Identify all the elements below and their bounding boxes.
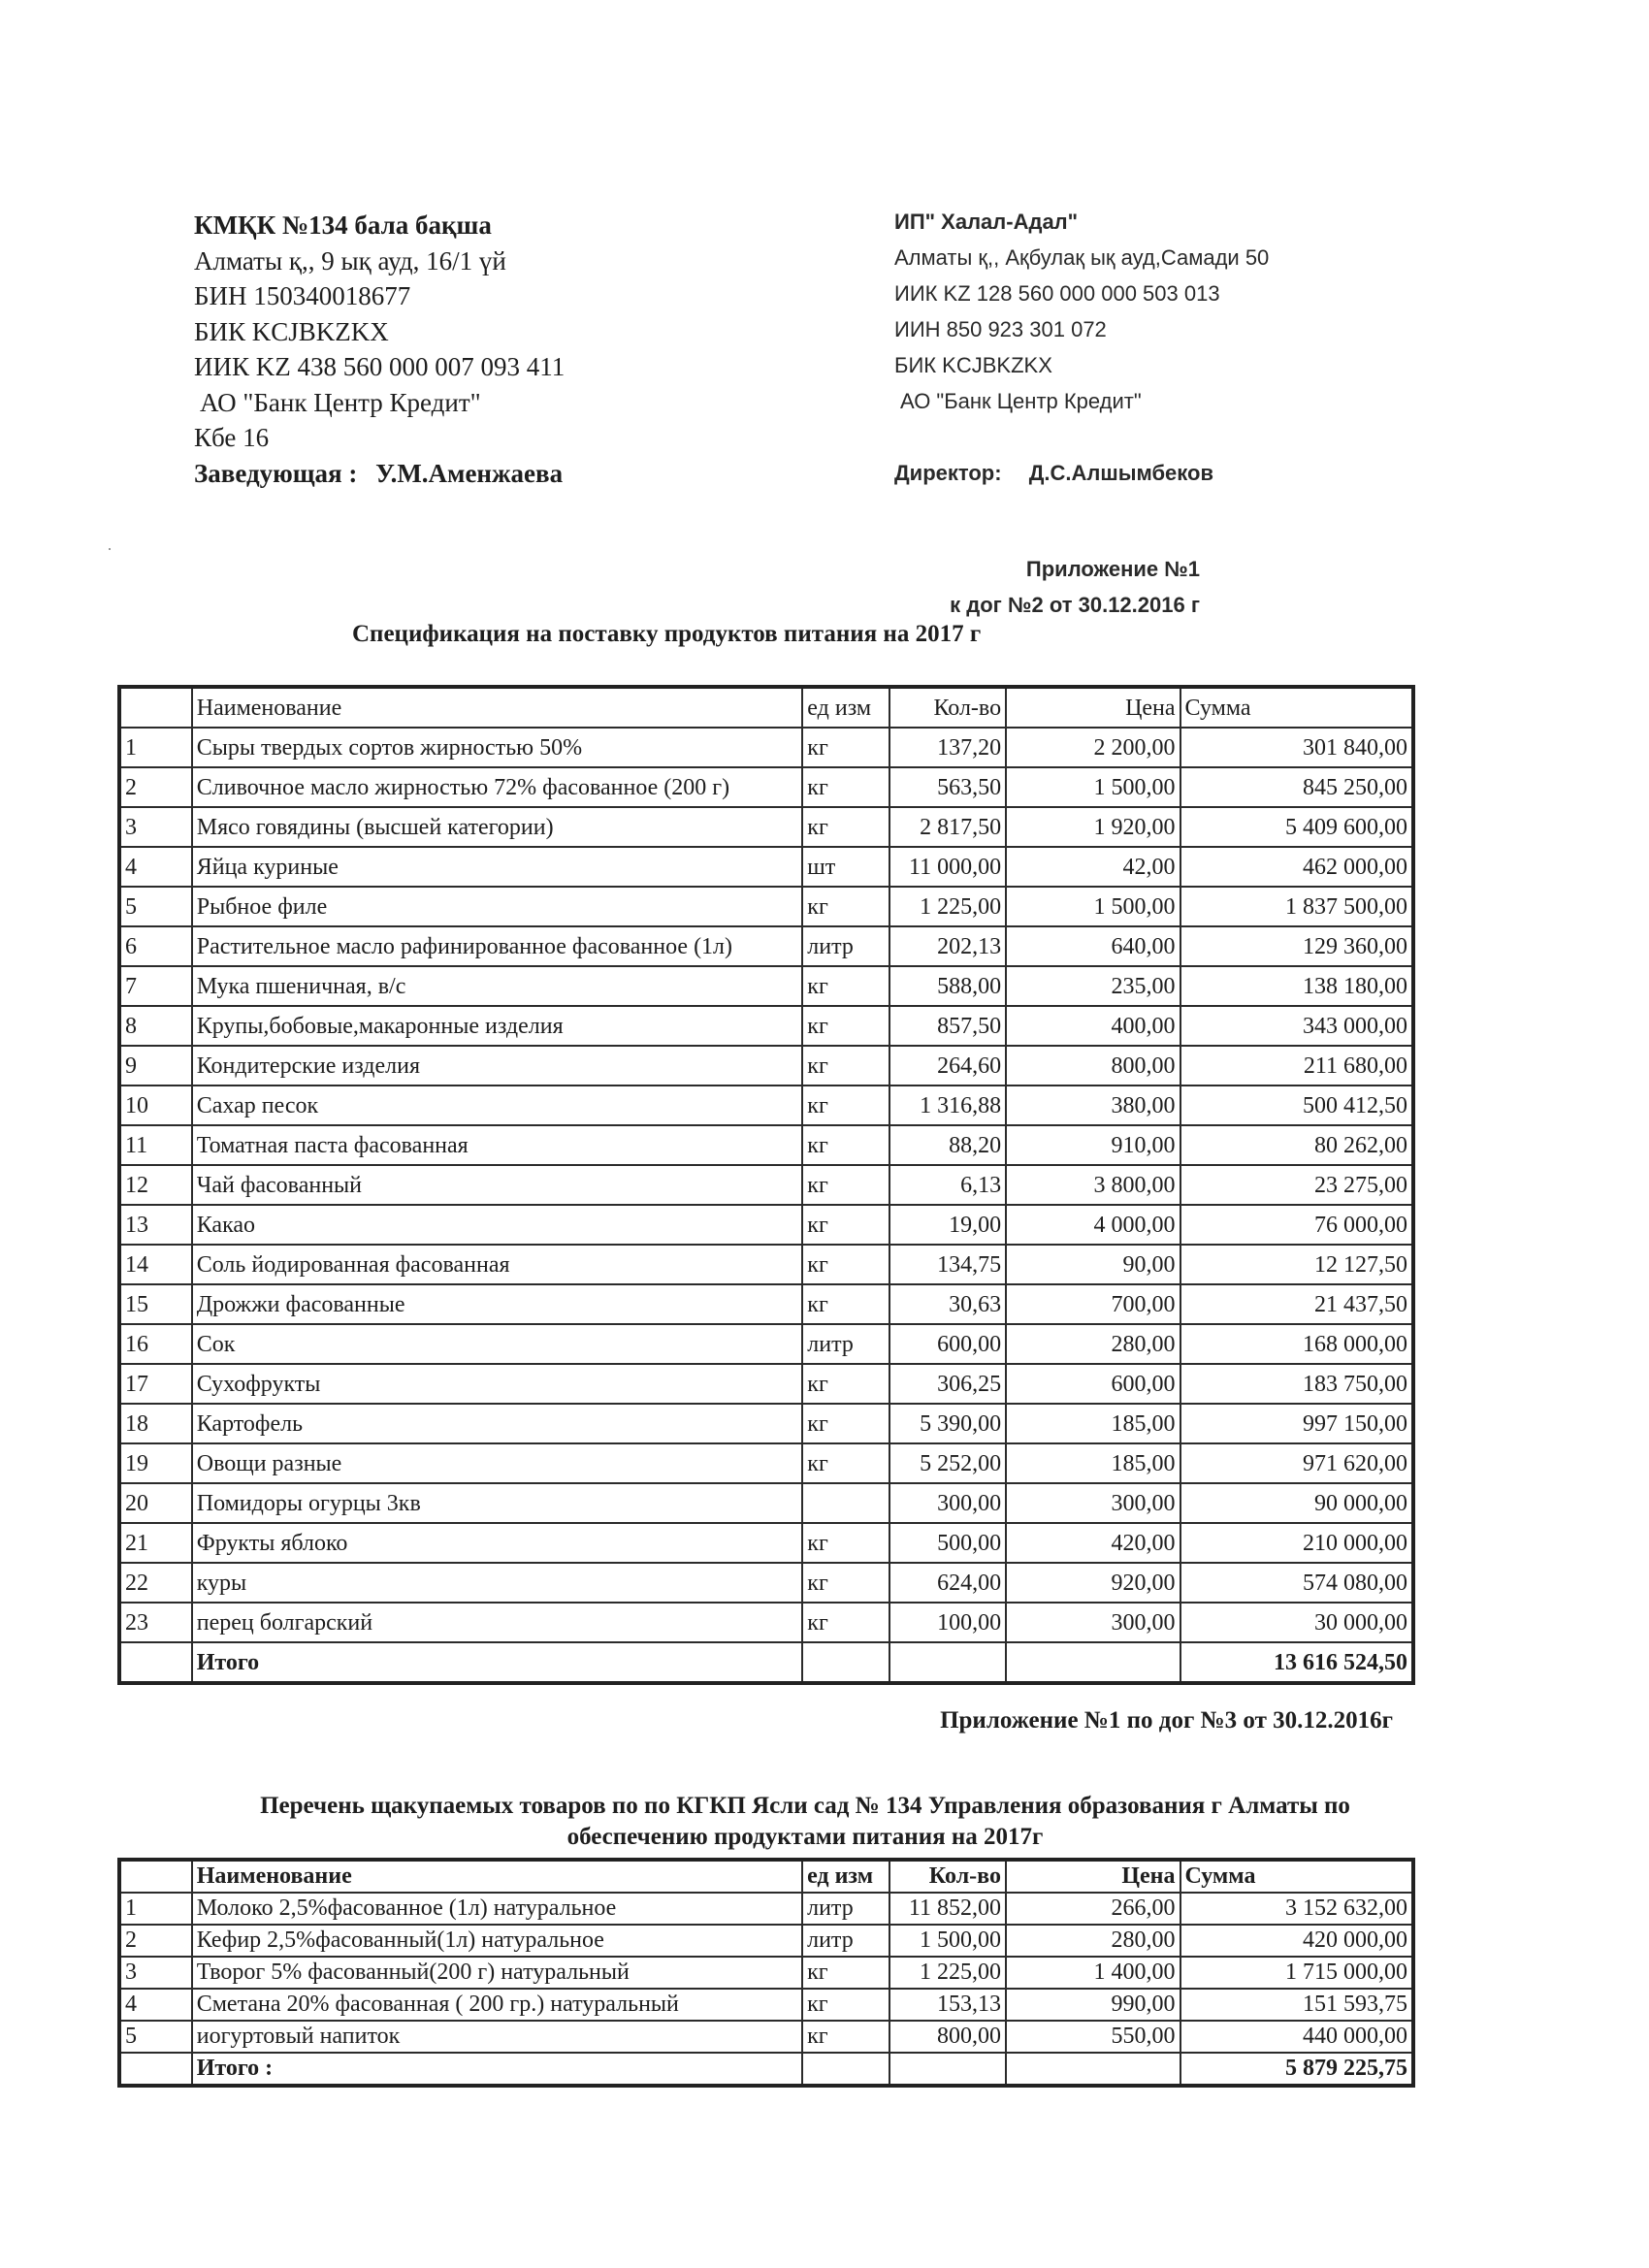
table-header-row <box>119 1860 1413 1893</box>
cell-num: 3 <box>119 1957 192 1989</box>
cell-sum: 80 262,00 <box>1180 1125 1413 1165</box>
supplier-iik: ИИК KZ 128 560 000 000 503 013 <box>894 281 1220 306</box>
cell-sum: 971 620,00 <box>1180 1443 1413 1483</box>
cell-qty: 5 390,00 <box>889 1404 1006 1443</box>
table-row <box>119 1483 1413 1523</box>
table-row <box>119 2021 1413 2053</box>
table-row <box>119 1404 1413 1443</box>
table-row <box>119 1125 1413 1165</box>
cell-price: 42,00 <box>1006 847 1180 887</box>
header-sum: Сумма <box>1180 1860 1414 1893</box>
cell-price: 300,00 <box>1006 1483 1180 1523</box>
supplier-address: Алматы қ,, Ақбулақ ық ауд,Самади 50 <box>894 245 1270 270</box>
cell-unit: кг <box>802 728 889 767</box>
table-row <box>119 1046 1413 1085</box>
table-row <box>119 1245 1413 1284</box>
table-row <box>119 1603 1413 1642</box>
table-row <box>119 1957 1413 1989</box>
cell-unit: кг <box>802 1284 889 1324</box>
table-header-row <box>119 687 1413 728</box>
table-row <box>119 1205 1413 1245</box>
table-row <box>119 1563 1413 1603</box>
cell-unit: кг <box>802 1443 889 1483</box>
table-row <box>119 767 1413 807</box>
cell-unit: литр <box>802 1324 889 1364</box>
cell-num: 5 <box>119 887 192 926</box>
cell-sum: 440 000,00 <box>1180 2021 1414 2053</box>
customer-bank: АО "Банк Центр Кредит" <box>200 387 481 417</box>
customer-bik: БИК KCJBKZKX <box>194 316 389 346</box>
specification-title: Спецификация на поставку продуктов питания на 2017 г <box>352 621 982 647</box>
scan-speck <box>109 548 111 550</box>
cell-name: Творог 5% фасованный(200 г) натуральный <box>192 1957 802 1989</box>
cell-num: 3 <box>119 807 192 847</box>
table-row <box>119 1085 1413 1125</box>
cell-qty: 300,00 <box>889 1483 1006 1523</box>
specification-table <box>117 685 1415 1685</box>
cell-num: 1 <box>119 1893 192 1925</box>
supplier-signatory <box>894 455 1269 491</box>
supplier-iin: ИИН 850 923 301 072 <box>894 317 1107 341</box>
table-row <box>119 1324 1413 1364</box>
cell-num: 11 <box>119 1125 192 1165</box>
cell-num: 1 <box>119 728 192 767</box>
cell-num: 2 <box>119 767 192 807</box>
header-name: Наименование <box>192 1860 802 1893</box>
table-row <box>119 966 1413 1006</box>
cell-name: Томатная паста фасованная <box>192 1125 803 1165</box>
table-row <box>119 1443 1413 1483</box>
header-price: Цена <box>1006 1860 1180 1893</box>
empty-cell <box>1006 1642 1180 1683</box>
table-row <box>119 807 1413 847</box>
cell-unit: литр <box>802 926 889 966</box>
cell-name: Кефир 2,5%фасованный(1л) натуральное <box>192 1925 802 1957</box>
cell-name: Мука пшеничная, в/с <box>192 966 803 1006</box>
cell-name: Рыбное филе <box>192 887 803 926</box>
table-row <box>119 1006 1413 1046</box>
cell-num: 21 <box>119 1523 192 1563</box>
cell-qty: 134,75 <box>889 1245 1006 1284</box>
header-num <box>119 687 192 728</box>
cell-unit: кг <box>802 1404 889 1443</box>
cell-qty: 306,25 <box>889 1364 1006 1404</box>
supplier-signatory-title: Директор: <box>894 461 1002 485</box>
cell-sum: 23 275,00 <box>1180 1165 1413 1205</box>
cell-unit: кг <box>802 1245 889 1284</box>
cell-qty: 19,00 <box>889 1205 1006 1245</box>
cell-sum: 211 680,00 <box>1180 1046 1413 1085</box>
cell-price: 550,00 <box>1006 2021 1180 2053</box>
cell-unit: кг <box>802 1085 889 1125</box>
total-row <box>119 1642 1413 1683</box>
table-row <box>119 1523 1413 1563</box>
cell-unit: кг <box>802 887 889 926</box>
cell-name: Чай фасованный <box>192 1165 803 1205</box>
total-sum: 5 879 225,75 <box>1180 2053 1414 2086</box>
cell-sum: 151 593,75 <box>1180 1989 1414 2021</box>
cell-name: Мясо говядины (высшей категории) <box>192 807 803 847</box>
cell-qty: 6,13 <box>889 1165 1006 1205</box>
cell-price: 4 000,00 <box>1006 1205 1180 1245</box>
customer-signatory <box>194 456 565 492</box>
cell-qty: 11 852,00 <box>889 1893 1006 1925</box>
cell-price: 1 920,00 <box>1006 807 1180 847</box>
table-row <box>119 1925 1413 1957</box>
cell-num: 17 <box>119 1364 192 1404</box>
table-row <box>119 1165 1413 1205</box>
cell-price: 2 200,00 <box>1006 728 1180 767</box>
cell-num: 7 <box>119 966 192 1006</box>
customer-requisites <box>194 208 565 491</box>
cell-qty: 600,00 <box>889 1324 1006 1364</box>
header-num <box>119 1860 192 1893</box>
cell-name: перец болгарский <box>192 1603 803 1642</box>
cell-num: 19 <box>119 1443 192 1483</box>
supplier-requisites <box>894 204 1269 491</box>
cell-unit: кг <box>802 1989 889 2021</box>
cell-unit: литр <box>802 1893 889 1925</box>
empty-cell <box>119 1642 192 1683</box>
annex1-heading <box>950 551 1200 623</box>
cell-num: 8 <box>119 1006 192 1046</box>
cell-qty: 264,60 <box>889 1046 1006 1085</box>
cell-num: 5 <box>119 2021 192 2053</box>
cell-num: 6 <box>119 926 192 966</box>
cell-sum: 5 409 600,00 <box>1180 807 1413 847</box>
cell-name: Какао <box>192 1205 803 1245</box>
cell-unit: кг <box>802 767 889 807</box>
cell-name: Помидоры огурцы 3кв <box>192 1483 803 1523</box>
cell-name: Сахар песок <box>192 1085 803 1125</box>
table-row <box>119 728 1413 767</box>
cell-qty: 857,50 <box>889 1006 1006 1046</box>
cell-name: Растительное масло рафинированное фасованное (1л) <box>192 926 803 966</box>
cell-price: 90,00 <box>1006 1245 1180 1284</box>
supplier-bik: БИК KCJBKZKX <box>894 353 1052 377</box>
customer-iik: ИИК KZ 438 560 000 007 093 411 <box>194 352 566 381</box>
cell-num: 4 <box>119 1989 192 2021</box>
cell-num: 2 <box>119 1925 192 1957</box>
supplier-bank: АО "Банк Центр Кредит" <box>900 389 1142 413</box>
cell-num: 16 <box>119 1324 192 1364</box>
cell-price: 400,00 <box>1006 1006 1180 1046</box>
cell-price: 280,00 <box>1006 1925 1180 1957</box>
customer-bin: БИН 150340018677 <box>194 281 411 310</box>
annex1-line1: Приложение №1 <box>1025 557 1200 581</box>
cell-num: 20 <box>119 1483 192 1523</box>
cell-sum: 168 000,00 <box>1180 1324 1413 1364</box>
cell-num: 10 <box>119 1085 192 1125</box>
cell-price: 640,00 <box>1006 926 1180 966</box>
cell-sum: 997 150,00 <box>1180 1404 1413 1443</box>
cell-num: 12 <box>119 1165 192 1205</box>
customer-address: Алматы қ,, 9 ық ауд, 16/1 үй <box>194 245 506 275</box>
cell-qty: 2 817,50 <box>889 807 1006 847</box>
cell-name: Молоко 2,5%фасованное (1л) натуральное <box>192 1893 802 1925</box>
cell-sum: 129 360,00 <box>1180 926 1413 966</box>
cell-qty: 1 500,00 <box>889 1925 1006 1957</box>
cell-num: 9 <box>119 1046 192 1085</box>
cell-sum: 21 437,50 <box>1180 1284 1413 1324</box>
spacer <box>894 419 1269 455</box>
cell-qty: 624,00 <box>889 1563 1006 1603</box>
cell-sum: 1 837 500,00 <box>1180 887 1413 926</box>
cell-num: 13 <box>119 1205 192 1245</box>
cell-unit: кг <box>802 966 889 1006</box>
table-row <box>119 926 1413 966</box>
cell-sum: 462 000,00 <box>1180 847 1413 887</box>
cell-qty: 1 225,00 <box>889 1957 1006 1989</box>
cell-name: Кондитерские изделия <box>192 1046 803 1085</box>
annex2-heading: Приложение №1 по дог №3 от 30.12.2016г <box>940 1707 1393 1733</box>
cell-name: Сыры твердых сортов жирностью 50% <box>192 728 803 767</box>
cell-price: 185,00 <box>1006 1404 1180 1443</box>
cell-sum: 183 750,00 <box>1180 1364 1413 1404</box>
cell-name: Дрожжи фасованные <box>192 1284 803 1324</box>
header-price: Цена <box>1006 687 1180 728</box>
cell-qty: 800,00 <box>889 2021 1006 2053</box>
purchase-list-table <box>117 1858 1415 2088</box>
cell-name: иогуртовый напиток <box>192 2021 802 2053</box>
annex1-line2: к дог №2 от 30.12.2016 г <box>950 593 1200 617</box>
cell-sum: 3 152 632,00 <box>1180 1893 1414 1925</box>
cell-unit: кг <box>802 1364 889 1404</box>
cell-num: 15 <box>119 1284 192 1324</box>
cell-unit: кг <box>802 1006 889 1046</box>
supplier-signatory-name: Д.С.Алшымбеков <box>1028 461 1213 485</box>
cell-sum: 90 000,00 <box>1180 1483 1413 1523</box>
cell-name: Крупы,бобовые,макаронные изделия <box>192 1006 803 1046</box>
cell-qty: 30,63 <box>889 1284 1006 1324</box>
cell-price: 420,00 <box>1006 1523 1180 1563</box>
cell-name: Сливочное масло жирностью 72% фасованное (200 г) <box>192 767 803 807</box>
cell-price: 3 800,00 <box>1006 1165 1180 1205</box>
cell-sum: 138 180,00 <box>1180 966 1413 1006</box>
customer-signatory-title: Заведующая : <box>194 458 358 488</box>
cell-qty: 137,20 <box>889 728 1006 767</box>
cell-unit: кг <box>802 1957 889 1989</box>
cell-qty: 500,00 <box>889 1523 1006 1563</box>
empty-cell <box>889 1642 1006 1683</box>
cell-sum: 30 000,00 <box>1180 1603 1413 1642</box>
cell-sum: 343 000,00 <box>1180 1006 1413 1046</box>
customer-signatory-name: У.М.Аменжаева <box>375 458 564 488</box>
total-label: Итого : <box>192 2053 802 2086</box>
cell-num: 18 <box>119 1404 192 1443</box>
cell-price: 266,00 <box>1006 1893 1180 1925</box>
empty-cell <box>1006 2053 1180 2086</box>
cell-qty: 88,20 <box>889 1125 1006 1165</box>
cell-sum: 12 127,50 <box>1180 1245 1413 1284</box>
cell-qty: 153,13 <box>889 1989 1006 2021</box>
cell-price: 1 500,00 <box>1006 887 1180 926</box>
cell-sum: 500 412,50 <box>1180 1085 1413 1125</box>
cell-sum: 845 250,00 <box>1180 767 1413 807</box>
table-row <box>119 1284 1413 1324</box>
purchase-list-title: Перечень щакупаемых товаров по по КГКП Ясли сад № 134 Управления образования г Алматы по обеспечению продуктами питания на 2017г <box>260 1793 1350 1850</box>
table-row <box>119 847 1413 887</box>
cell-qty: 202,13 <box>889 926 1006 966</box>
cell-unit: шт <box>802 847 889 887</box>
cell-price: 700,00 <box>1006 1284 1180 1324</box>
empty-cell <box>119 2053 192 2086</box>
cell-unit: кг <box>802 1165 889 1205</box>
customer-name: КМҚК №134 бала бақша <box>194 211 492 240</box>
cell-price: 800,00 <box>1006 1046 1180 1085</box>
cell-price: 920,00 <box>1006 1563 1180 1603</box>
total-row <box>119 2053 1413 2086</box>
cell-qty: 1 316,88 <box>889 1085 1006 1125</box>
total-sum: 13 616 524,50 <box>1180 1642 1413 1683</box>
cell-sum: 210 000,00 <box>1180 1523 1413 1563</box>
cell-unit: кг <box>802 1603 889 1642</box>
cell-price: 235,00 <box>1006 966 1180 1006</box>
supplier-name: ИП" Халал-Адал" <box>894 210 1079 234</box>
header-qty: Кол-во <box>889 687 1006 728</box>
empty-cell <box>889 2053 1006 2086</box>
cell-unit: кг <box>802 1125 889 1165</box>
header-name: Наименование <box>192 687 803 728</box>
cell-unit <box>802 1483 889 1523</box>
cell-unit: кг <box>802 2021 889 2053</box>
total-label: Итого <box>192 1642 803 1683</box>
empty-cell <box>802 2053 889 2086</box>
cell-price: 280,00 <box>1006 1324 1180 1364</box>
cell-qty: 1 225,00 <box>889 887 1006 926</box>
cell-sum: 574 080,00 <box>1180 1563 1413 1603</box>
cell-price: 380,00 <box>1006 1085 1180 1125</box>
cell-qty: 100,00 <box>889 1603 1006 1642</box>
cell-price: 910,00 <box>1006 1125 1180 1165</box>
cell-price: 990,00 <box>1006 1989 1180 2021</box>
cell-name: Сок <box>192 1324 803 1364</box>
cell-unit: кг <box>802 1205 889 1245</box>
cell-num: 14 <box>119 1245 192 1284</box>
table-row <box>119 1364 1413 1404</box>
cell-sum: 301 840,00 <box>1180 728 1413 767</box>
cell-unit: кг <box>802 1523 889 1563</box>
cell-name: Картофель <box>192 1404 803 1443</box>
cell-name: Овощи разные <box>192 1443 803 1483</box>
cell-qty: 11 000,00 <box>889 847 1006 887</box>
cell-name: Яйца куриные <box>192 847 803 887</box>
cell-name: Сметана 20% фасованная ( 200 гр.) натуральный <box>192 1989 802 2021</box>
cell-name: Фрукты яблоко <box>192 1523 803 1563</box>
cell-price: 300,00 <box>1006 1603 1180 1642</box>
customer-kbe: Кбе 16 <box>194 423 270 452</box>
cell-price: 1 500,00 <box>1006 767 1180 807</box>
cell-qty: 5 252,00 <box>889 1443 1006 1483</box>
cell-name: куры <box>192 1563 803 1603</box>
header-unit: ед изм <box>802 687 889 728</box>
cell-price: 185,00 <box>1006 1443 1180 1483</box>
cell-unit: кг <box>802 1563 889 1603</box>
cell-qty: 588,00 <box>889 966 1006 1006</box>
cell-num: 23 <box>119 1603 192 1642</box>
cell-sum: 1 715 000,00 <box>1180 1957 1414 1989</box>
cell-num: 22 <box>119 1563 192 1603</box>
table-row <box>119 1893 1413 1925</box>
table-row <box>119 887 1413 926</box>
cell-sum: 76 000,00 <box>1180 1205 1413 1245</box>
empty-cell <box>802 1642 889 1683</box>
cell-unit: кг <box>802 807 889 847</box>
cell-qty: 563,50 <box>889 767 1006 807</box>
cell-price: 600,00 <box>1006 1364 1180 1404</box>
cell-name: Соль йодированная фасованная <box>192 1245 803 1284</box>
cell-unit: кг <box>802 1046 889 1085</box>
cell-unit: литр <box>802 1925 889 1957</box>
header-sum: Сумма <box>1180 687 1413 728</box>
cell-name: Сухофрукты <box>192 1364 803 1404</box>
cell-num: 4 <box>119 847 192 887</box>
header-unit: ед изм <box>802 1860 889 1893</box>
cell-sum: 420 000,00 <box>1180 1925 1414 1957</box>
cell-price: 1 400,00 <box>1006 1957 1180 1989</box>
header-qty: Кол-во <box>889 1860 1006 1893</box>
table-row <box>119 1989 1413 2021</box>
